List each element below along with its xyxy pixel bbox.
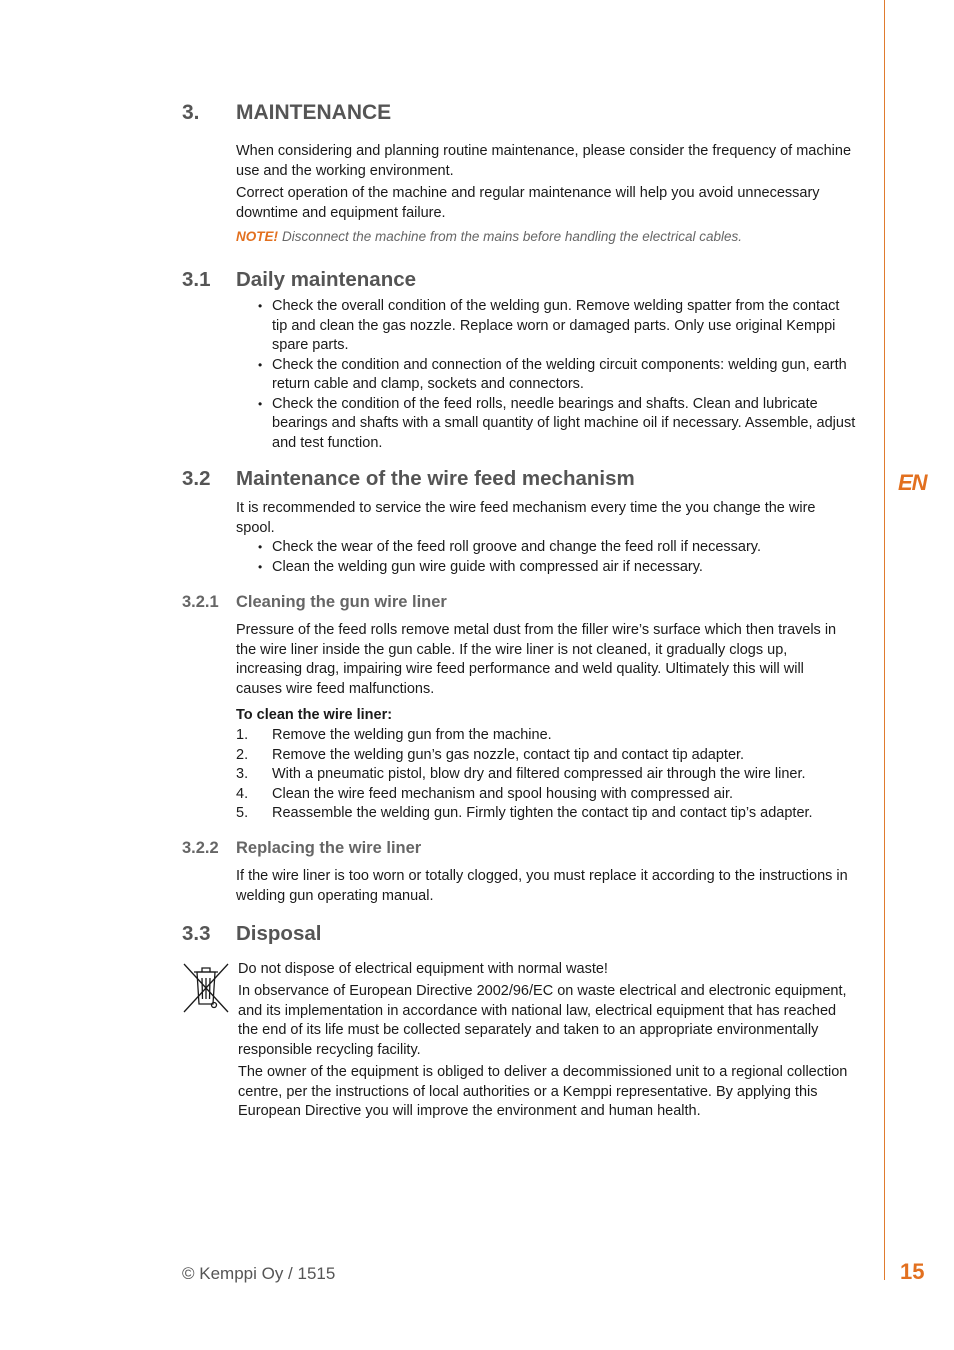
step-number: 2. — [236, 746, 249, 763]
step-text: Remove the welding gun’s gas nozzle, contact tip and contact tip adapter. — [272, 746, 745, 763]
step-text: With a pneumatic pistol, blow dry and filtered compressed air through the wire liner. — [272, 766, 806, 782]
list-item: • Check the condition of the feed rolls, needle bearings and shafts. Clean and lubricate bearings and shafts with a small quantity of light machine oil if necessary. Assemble, adjust and test function. — [258, 395, 858, 454]
list-item: • Check the wear of the feed roll groove and change the feed roll if necessary. — [258, 538, 858, 558]
liner-replace-text: If the wire liner is too worn or totally clogged, you must replace it according to the instructions in welding gun operating manual. — [236, 868, 848, 904]
wire-feed-intro: It is recommended to service the wire feed mechanism every time the you change the wire spool. — [236, 500, 816, 536]
maintenance-benefit: Correct operation of the machine and regular maintenance will help you avoid unnecessary downtime and equipment failure. — [236, 185, 820, 221]
disposal-owner: The owner of the equipment is obliged to deliver a decommissioned unit to a regional collection centre, per the instructions of local authorities or a Kemppi representative. By applying this European Directive you will improve the environment and human health. — [238, 1064, 848, 1119]
daily-maintenance-list — [258, 297, 858, 453]
step-number: 1. — [236, 727, 249, 743]
section-title: MAINTENANCE — [236, 101, 392, 124]
list-item: • Check the overall condition of the welding gun. Remove welding spatter from the contact tip and clean the gas nozzle. Replace worn or damaged parts. Only use original Kemppi spare parts. — [258, 297, 858, 356]
section-title: Disposal — [236, 922, 322, 945]
wire-feed-list — [258, 538, 858, 577]
section-3-1-heading — [182, 268, 842, 294]
list-item: • Clean the welding gun wire guide with compressed air if necessary. — [258, 558, 858, 578]
list-item: • Check the condition and connection of the welding circuit components: welding gun, earth return cable and clamp, sockets and connectors. — [258, 356, 858, 395]
step-number: 4. — [236, 785, 249, 802]
liner-cleaning-text: Pressure of the feed rolls remove metal dust from the filler wire’s surface which then travels in the wire liner inside the gun cable. If the wire liner is not cleaned, it gradually clogs up, increasing drag, impairing wire feed performance and weld quality. Ultimately this will will causes wire feed malfunctions. — [236, 622, 837, 697]
step-item — [236, 804, 866, 824]
section-3-2-2-heading — [182, 839, 842, 861]
step-text: Reassemble the welding gun. Firmly tighten the contact tip and contact tip’s adapter. — [272, 805, 813, 821]
section-title: Maintenance of the wire feed mechanism — [236, 467, 635, 490]
section-number: 3.3 — [182, 922, 211, 945]
step-text: Remove the welding gun from the machine. — [272, 727, 552, 743]
step-text: Clean the wire feed mechanism and spool housing with compressed air. — [272, 785, 734, 802]
note — [236, 229, 866, 244]
step-item — [236, 726, 866, 746]
disposal-warning: Do not dispose of electrical equipment with normal waste! — [238, 961, 608, 977]
cleaning-steps — [236, 726, 866, 824]
note-text: Disconnect the machine from the mains before handling the electrical cables. — [282, 229, 742, 244]
section-number: 3.1 — [182, 268, 211, 291]
note-label: NOTE! — [236, 229, 278, 244]
step-number: 3. — [236, 766, 249, 782]
maintenance-intro: When considering and planning routine maintenance, please consider the frequency of machine use and the working environment. — [236, 143, 852, 179]
section-3-3-heading — [182, 922, 842, 948]
language-tab: EN — [898, 470, 927, 495]
section-number: 3.2.2 — [182, 839, 219, 857]
weee-crossed-bin-icon — [182, 962, 230, 1014]
step-number: 5. — [236, 805, 249, 821]
step-item — [236, 765, 866, 785]
step-item — [236, 785, 866, 805]
section-title: Daily maintenance — [236, 268, 417, 291]
footer-copyright: © Kemppi Oy / 1515 — [182, 1264, 336, 1283]
section-number: 3.2 — [182, 467, 211, 490]
section-title: Cleaning the gun wire liner — [236, 593, 447, 611]
section-3-heading — [182, 101, 842, 127]
section-3-2-1-heading — [182, 593, 842, 615]
step-item — [236, 746, 866, 766]
steps-label: To clean the wire liner: — [236, 707, 393, 723]
page-number: 15 — [900, 1259, 925, 1284]
disposal-directive: In observance of European Directive 2002/96/EC on waste electrical and electronic equipment, and its implementation in accordance with national law, electrical equipment that has reached the end of its life must be collected separately and taken to an appropriate environmentally responsible recycling facility. — [238, 983, 847, 1058]
section-number: 3.2.1 — [182, 593, 219, 611]
section-number: 3. — [182, 101, 200, 124]
section-3-2-heading — [182, 467, 842, 493]
margin-rule — [884, 0, 885, 1280]
section-title: Replacing the wire liner — [236, 839, 422, 857]
